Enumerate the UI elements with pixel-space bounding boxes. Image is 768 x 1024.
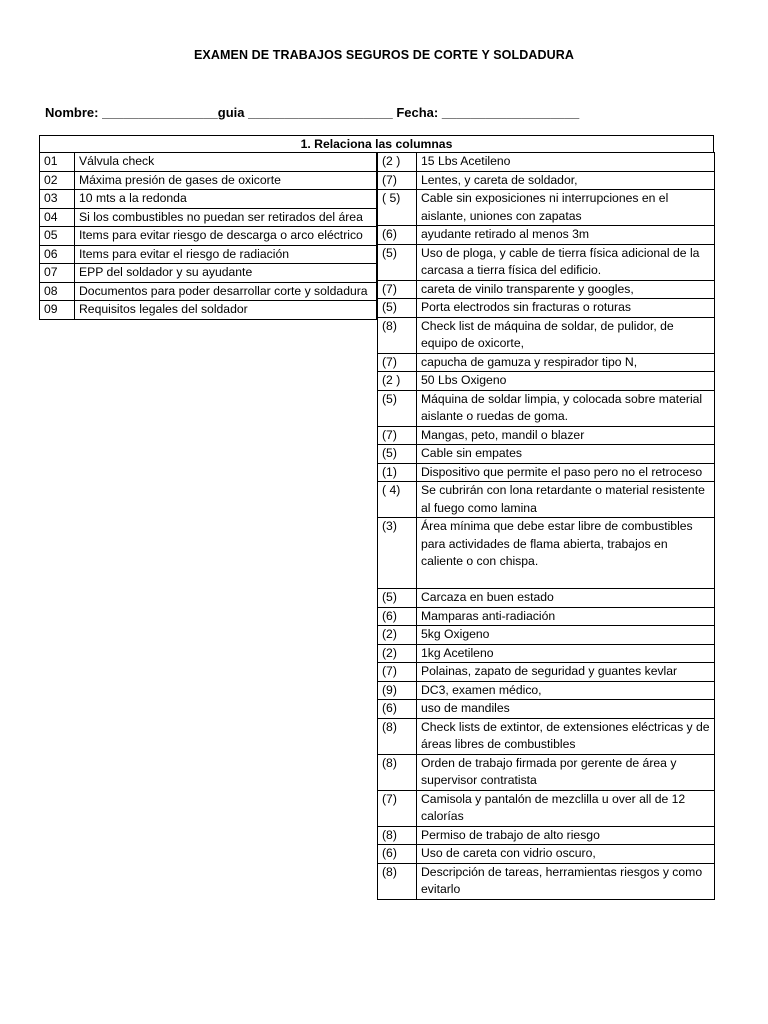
left-item-number: 03 [40,190,75,209]
right-item-row [378,607,715,626]
right-item-text: Dispositivo que permite el paso pero no el retroceso [417,463,715,482]
right-item-answer[interactable]: (6) [378,226,417,245]
right-item-text: Descripción de tareas, herramientas riesgos y como evitarlo [417,863,715,899]
right-item-row [378,190,715,226]
right-item-row [378,845,715,864]
nombre-label: Nombre: [45,105,103,120]
left-item-text: Items para evitar el riesgo de radiación [75,245,377,264]
right-item-answer[interactable]: (8) [378,826,417,845]
right-item-row [378,718,715,754]
right-item-text: 15 Lbs Acetileno [417,153,715,172]
right-item-text: Lentes, y careta de soldador, [417,171,715,190]
right-item-text: Carcaza en buen estado [417,589,715,608]
right-item-text: Uso de careta con vidrio oscuro, [417,845,715,864]
left-item-text: EPP del soldador y su ayudante [75,264,377,283]
left-item-row [40,301,377,320]
right-item-answer[interactable]: (8) [378,754,417,790]
right-item-row [378,754,715,790]
guia-field[interactable]: ____________________ [248,105,393,120]
left-item-number: 07 [40,264,75,283]
right-item-text: DC3, examen médico, [417,681,715,700]
right-item-text: Orden de trabajo firmada por gerente de área y supervisor contratista [417,754,715,790]
right-item-text: capucha de gamuza y respirador tipo N, [417,353,715,372]
right-item-row [378,518,715,589]
left-item-row [40,264,377,283]
left-item-number: 04 [40,208,75,227]
right-item-answer[interactable]: (7) [378,426,417,445]
right-item-answer[interactable]: (5) [378,244,417,280]
left-item-text: 10 mts a la redonda [75,190,377,209]
right-item-answer[interactable]: (9) [378,681,417,700]
right-item-row [378,644,715,663]
fecha-field[interactable]: ___________________ [441,105,580,120]
right-item-answer[interactable]: ( 5) [378,190,417,226]
left-item-number: 08 [40,282,75,301]
right-item-answer[interactable]: (8) [378,317,417,353]
right-item-row [378,226,715,245]
right-item-row [378,445,715,464]
left-item-number: 01 [40,153,75,172]
right-column-table [377,152,715,900]
left-item-text: Válvula check [75,153,377,172]
right-item-text: Porta electrodos sin fracturas o roturas [417,299,715,318]
right-item-row [378,681,715,700]
right-item-row [378,317,715,353]
right-item-text: Cable sin empates [417,445,715,464]
right-item-text: careta de vinilo transparente y googles, [417,280,715,299]
right-item-text: Camisola y pantalón de mezclilla u over all de 12 calorías [417,790,715,826]
right-item-answer[interactable]: (2 ) [378,372,417,391]
right-item-text: Check lists de extintor, de extensiones eléctricas y de áreas libres de combustibles [417,718,715,754]
right-item-text: Mamparas anti-radiación [417,607,715,626]
fecha-label: Fecha: [392,105,442,120]
right-item-row [378,663,715,682]
left-item-text: Items para evitar riesgo de descarga o arco eléctrico [75,227,377,246]
right-item-answer[interactable]: (2) [378,644,417,663]
right-item-answer[interactable]: (3) [378,518,417,589]
right-item-text: Permiso de trabajo de alto riesgo [417,826,715,845]
left-column-table [39,152,377,320]
right-item-text: Polainas, zapato de seguridad y guantes kevlar [417,663,715,682]
right-item-text: Área mínima que debe estar libre de combustibles para actividades de flama abierta, trabajos en caliente o con chispa. [417,518,715,589]
right-item-text: 1kg Acetileno [417,644,715,663]
left-item-row [40,227,377,246]
left-item-number: 05 [40,227,75,246]
right-item-answer[interactable]: (2 ) [378,153,417,172]
right-item-text: ayudante retirado al menos 3m [417,226,715,245]
right-item-row [378,790,715,826]
right-item-answer[interactable]: ( 4) [378,482,417,518]
right-item-text: Máquina de soldar limpia, y colocada sobre material aislante o ruedas de goma. [417,390,715,426]
right-item-row [378,244,715,280]
left-item-text: Si los combustibles no puedan ser retirados del área [75,208,377,227]
right-item-row [378,153,715,172]
left-item-row [40,245,377,264]
right-item-answer[interactable]: (1) [378,463,417,482]
left-item-text: Requisitos legales del soldador [75,301,377,320]
right-item-row [378,863,715,899]
right-item-row [378,589,715,608]
right-item-answer[interactable]: (5) [378,589,417,608]
left-item-row [40,153,377,172]
right-item-answer[interactable]: (5) [378,299,417,318]
right-item-text: Mangas, peto, mandil o blazer [417,426,715,445]
right-item-answer[interactable]: (2) [378,626,417,645]
right-item-text: Se cubrirán con lona retardante o material resistente al fuego como lamina [417,482,715,518]
right-item-answer[interactable]: (6) [378,845,417,864]
student-info-line [45,105,579,120]
right-item-text: Cable sin exposiciones ni interrupciones en el aislante, uniones con zapatas [417,190,715,226]
left-item-row [40,208,377,227]
right-item-answer[interactable]: (8) [378,718,417,754]
left-item-row [40,282,377,301]
right-item-row [378,390,715,426]
right-item-text: uso de mandiles [417,700,715,719]
right-item-text: 5kg Oxigeno [417,626,715,645]
nombre-field[interactable]: ________________ [102,105,218,120]
right-item-text: Uso de ploga, y cable de tierra física adicional de la carcasa a tierra física del edificio. [417,244,715,280]
right-item-answer[interactable]: (8) [378,863,417,899]
right-item-row [378,353,715,372]
right-item-row [378,426,715,445]
right-item-answer[interactable]: (6) [378,607,417,626]
right-item-row [378,280,715,299]
right-item-answer[interactable]: (7) [378,353,417,372]
right-item-text: Check list de máquina de soldar, de pulidor, de equipo de oxicorte, [417,317,715,353]
left-item-number: 06 [40,245,75,264]
left-item-number: 09 [40,301,75,320]
right-item-answer[interactable]: (6) [378,700,417,719]
right-item-row [378,463,715,482]
right-item-answer[interactable]: (7) [378,790,417,826]
right-item-row [378,826,715,845]
right-item-row [378,626,715,645]
exam-title: EXAMEN DE TRABAJOS SEGUROS DE CORTE Y SOLDADURA [194,48,574,62]
right-item-row [378,482,715,518]
right-item-row [378,372,715,391]
left-item-text: Documentos para poder desarrollar corte y soldadura [75,282,377,301]
right-item-row [378,299,715,318]
section-title: 1. Relaciona las columnas [39,135,714,152]
left-item-row [40,190,377,209]
right-item-answer[interactable]: (5) [378,445,417,464]
guia-label: guia [217,105,249,120]
right-item-row [378,171,715,190]
right-item-answer[interactable]: (7) [378,663,417,682]
right-item-answer[interactable]: (5) [378,390,417,426]
right-item-answer[interactable]: (7) [378,171,417,190]
right-item-answer[interactable]: (7) [378,280,417,299]
left-item-number: 02 [40,171,75,190]
left-item-row [40,171,377,190]
right-item-text: 50 Lbs Oxigeno [417,372,715,391]
left-item-text: Máxima presión de gases de oxicorte [75,171,377,190]
right-item-row [378,700,715,719]
